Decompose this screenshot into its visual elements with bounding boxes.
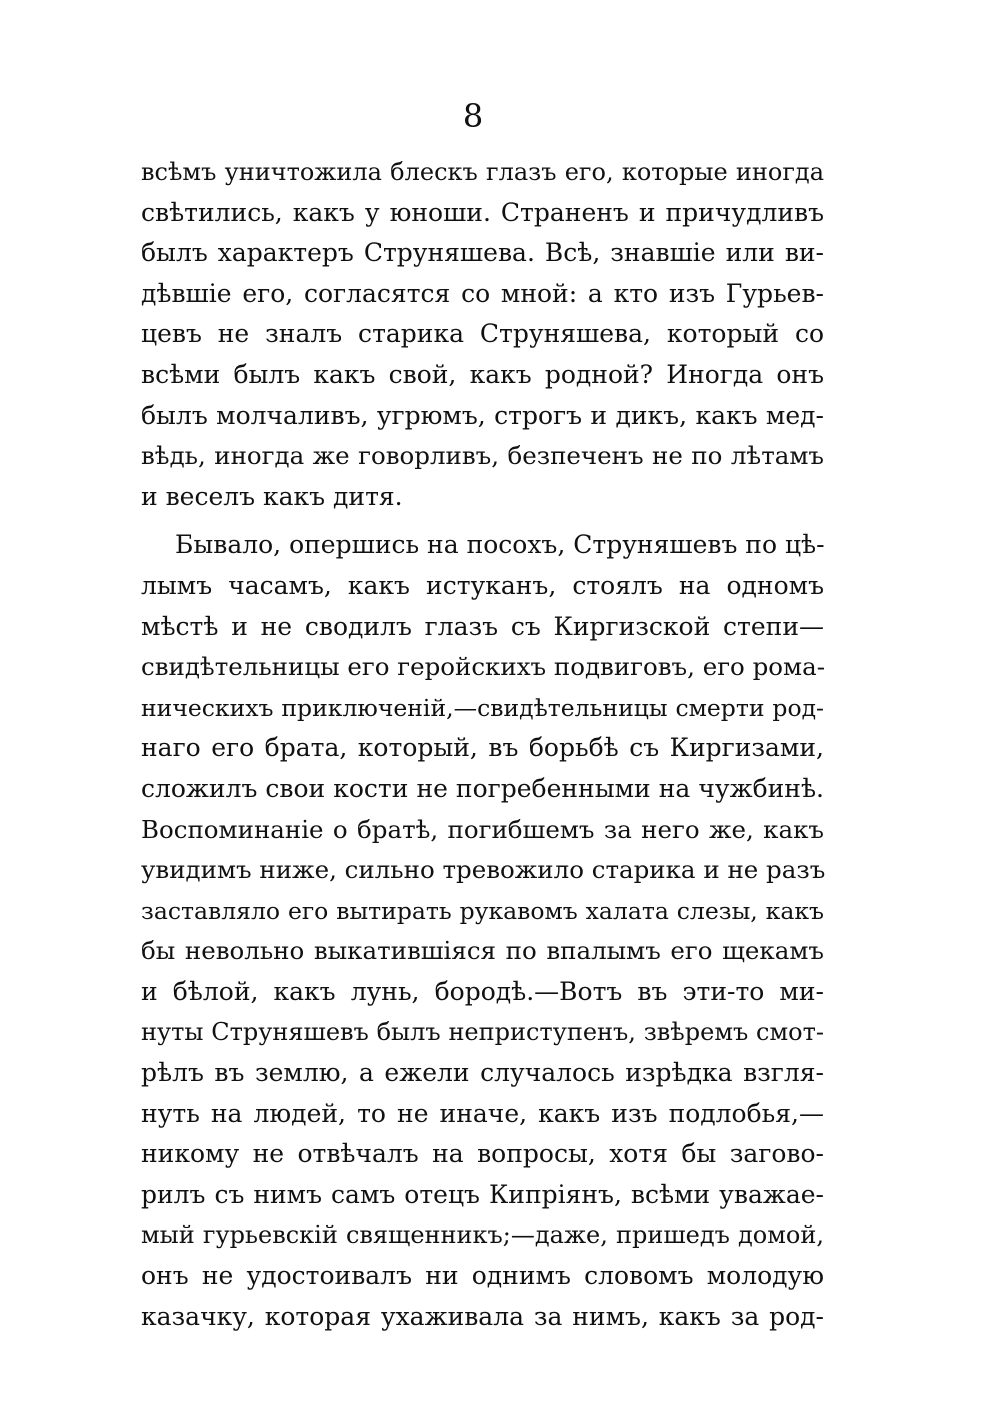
text-line: казачку, которая ухаживала за нимъ, какъ за род- <box>141 1301 824 1331</box>
text-body <box>141 152 824 1337</box>
text-line: рилъ съ нимъ самъ отецъ Кипріянъ, всѣми уважае- <box>141 1179 824 1209</box>
text-line: нуты Струняшевъ былъ неприступенъ, звѣремъ смот- <box>141 1018 824 1047</box>
paragraph-1 <box>141 152 824 517</box>
text-line: вѣдь, иногда же говорливъ, безпеченъ не по лѣтамъ <box>141 441 824 471</box>
text-line: цевъ не зналъ старика Струняшева, который со <box>141 319 824 349</box>
page-number: 8 <box>462 97 484 135</box>
text-line: увидимъ ниже, сильно тревожило старика и не разъ <box>141 855 826 885</box>
text-line: нуть на людей, то не иначе, какъ изъ подлобья,— <box>141 1098 824 1128</box>
text-line: сложилъ свои кости не погребенными на чужбинѣ. <box>141 773 824 803</box>
text-line: мѣстѣ и не сводилъ глазъ съ Киргизской степи— <box>141 611 824 641</box>
text-line: ническихъ приключеній,—свидѣтельницы смерти род- <box>141 693 824 722</box>
text-line: свидѣтельницы его геройскихъ подвиговъ, его рома- <box>141 652 825 682</box>
text-line: и веселъ какъ дитя. <box>141 481 403 511</box>
text-line: бы невольно выкатившіяся по впалымъ его щекамъ <box>141 936 824 966</box>
text-line: онъ не удостоивалъ ни однимъ словомъ молодую <box>141 1261 824 1291</box>
text-line: и бѣлой, какъ лунь, бородѣ.—Вотъ въ эти-то ми- <box>141 976 824 1006</box>
text-line: всѣми былъ какъ свой, какъ родной? Иногда онъ <box>141 359 824 389</box>
text-line: всѣмъ уничтожила блескъ глазъ его, которые иногда <box>141 158 824 186</box>
text-line: рѣлъ въ землю, а ежели случалось изрѣдка взгля- <box>141 1058 824 1088</box>
text-line: лымъ часамъ, какъ истуканъ, стоялъ на одномъ <box>141 570 824 600</box>
text-line: былъ молчаливъ, угрюмъ, строгъ и дикъ, какъ мед- <box>141 400 824 430</box>
text-line: дѣвшіе его, согласятся со мной: а кто изъ Гурьев- <box>141 278 824 308</box>
text-line: наго его брата, который, въ борьбѣ съ Киргизами, <box>141 733 824 763</box>
text-line: мый гурьевскій священникъ;—даже, пришедъ домой, <box>141 1221 824 1250</box>
paragraph-gap <box>141 517 824 525</box>
text-line: заставляло его вытирать рукавомъ халата слезы, какъ <box>141 896 824 925</box>
text-line: никому не отвѣчалъ на вопросы, хотя бы загово- <box>141 1139 824 1169</box>
text-line: былъ характеръ Струняшева. Всѣ, знавшіе или ви- <box>141 238 824 268</box>
text-line: Воспоминаніе о братѣ, погибшемъ за него же, какъ <box>141 814 824 844</box>
paragraph-2 <box>141 525 824 1337</box>
text-line: Бывало, опершись на посохъ, Струняшевъ по цѣ- <box>175 530 825 560</box>
text-line: свѣтились, какъ у юноши. Страненъ и причудливъ <box>141 197 824 227</box>
